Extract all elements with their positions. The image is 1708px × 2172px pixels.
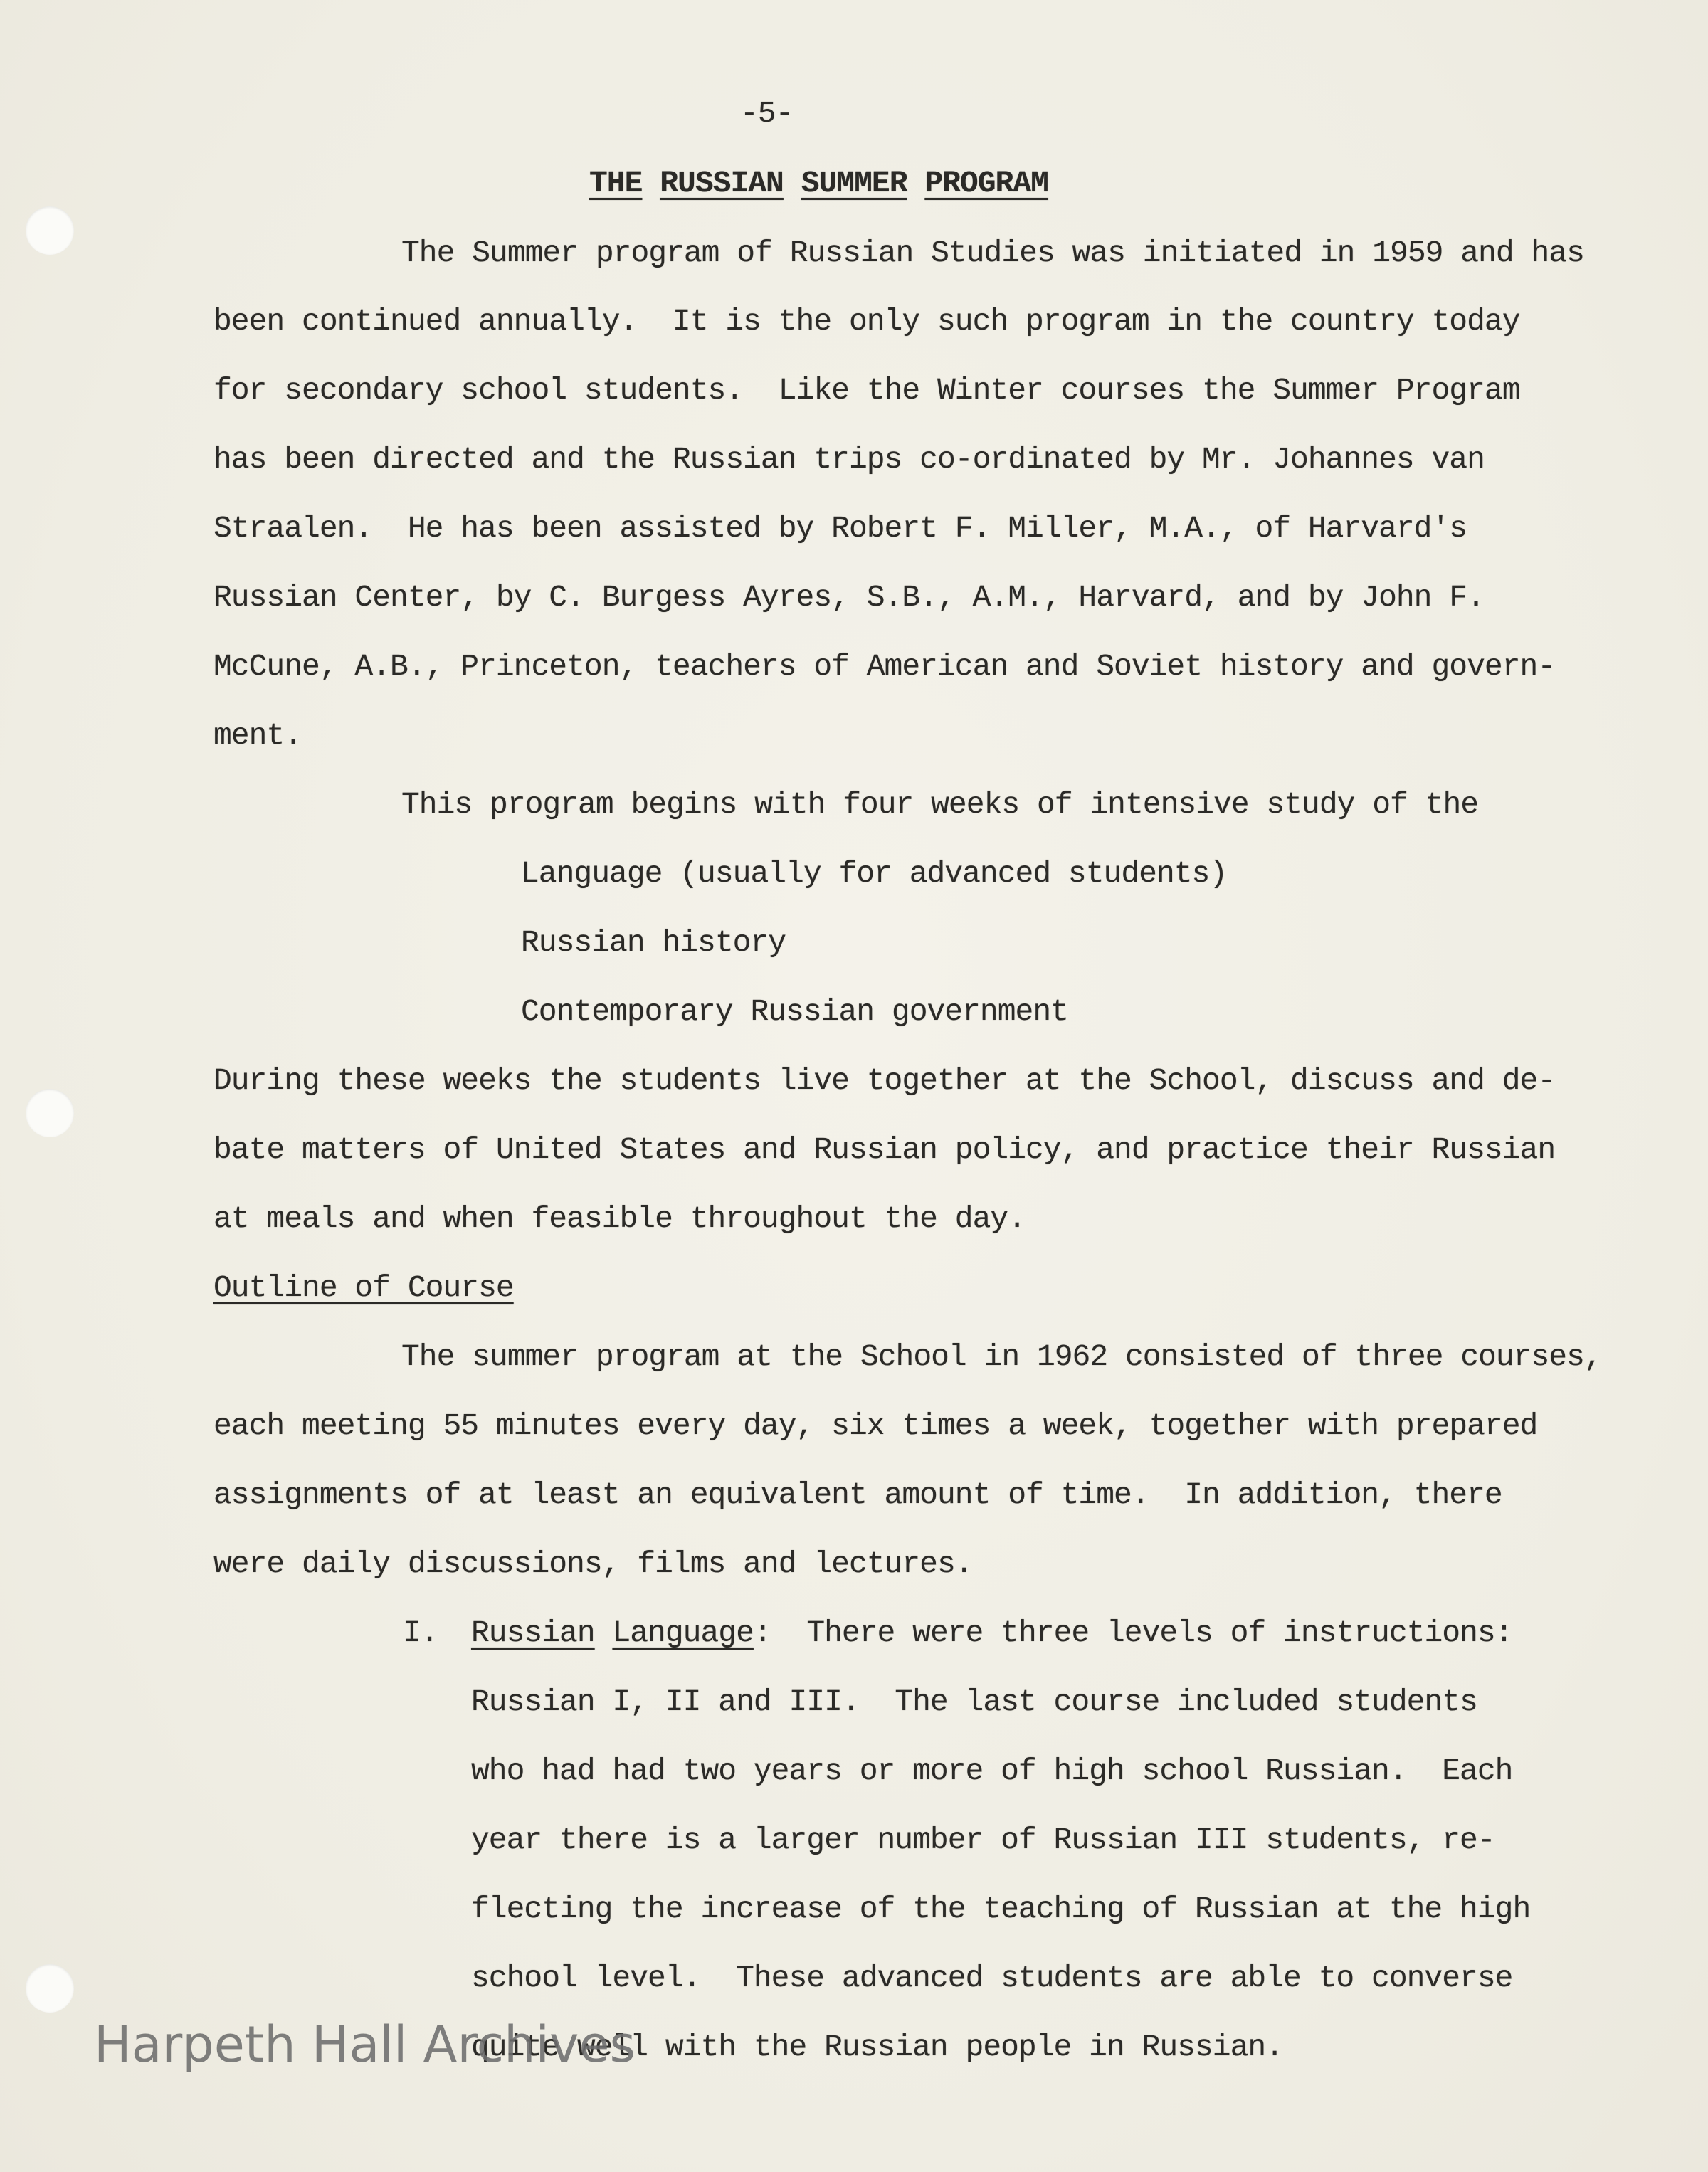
section-line: quite well with the Russian people in Russian. [471,2030,1283,2065]
section-line: flecting the increase of the teaching of Russian at the high [471,1892,1531,1926]
section-heading-word: Russian [471,1615,595,1650]
section-heading-word: Language [612,1615,754,1650]
paragraph-line: for secondary school students. Like the Winter courses the Summer Program [214,373,1520,408]
section-first-line-text: There were three levels of instructions: [806,1615,1513,1650]
section-numeral: I. [403,1615,438,1650]
paragraph-line: been continued annually. It is the only such program in the country today [214,304,1520,339]
section-line: who had had two years or more of high school Russian. Each [471,1754,1513,1788]
paragraph-line: During these weeks the students live together at the School, discuss and de- [214,1063,1556,1098]
title-word: RUSSIAN [660,166,784,201]
paragraph-line: ment. [214,718,302,753]
punch-hole [26,1964,74,2013]
outline-heading: Outline of Course [214,1270,514,1305]
paragraph-line: This program begins with four weeks of intensive study of the [401,787,1479,822]
punch-hole [26,206,74,255]
page-title [589,168,1048,199]
section-heading-line [471,1615,1513,1650]
page-number: -5- [740,96,794,131]
title-word: THE [589,166,643,201]
title-word: SUMMER [801,166,907,201]
list-item: Russian history [521,925,786,960]
section-line: year there is a larger number of Russian III students, re- [471,1823,1495,1857]
paragraph-line: Straalen. He has been assisted by Robert F. Miller, M.A., of Harvard's [214,511,1467,546]
paragraph-line: has been directed and the Russian trips co-ordinated by Mr. Johannes van [214,442,1485,477]
section-line: school level. These advanced students are able to converse [471,1961,1513,1996]
paragraph-line: Russian Center, by C. Burgess Ayres, S.B., A.M., Harvard, and by John F. [214,580,1485,615]
paragraph-line: at meals and when feasible throughout the day. [214,1201,1026,1236]
section-heading [214,1272,514,1303]
section-heading-colon: : [753,1615,771,1650]
paragraph-line: The summer program at the School in 1962 consisted of three courses, [401,1339,1602,1374]
list-item: Language (usually for advanced students) [521,856,1228,891]
paragraph-line: were daily discussions, films and lectures. [214,1546,973,1581]
section-line: Russian I, II and III. The last course included students [471,1685,1477,1719]
paragraph-line: McCune, A.B., Princeton, teachers of American and Soviet history and govern- [214,649,1556,684]
paragraph-line: each meeting 55 minutes every day, six times a week, together with prepared [214,1408,1538,1443]
list-item: Contemporary Russian government [521,994,1068,1029]
archive-watermark: Harpeth Hall Archives [94,2015,636,2074]
paragraph-line: The Summer program of Russian Studies was initiated in 1959 and has [401,236,1584,270]
paragraph-line: assignments of at least an equivalent amount of time. In addition, there [214,1477,1502,1512]
paragraph-line: bate matters of United States and Russian policy, and practice their Russian [214,1132,1556,1167]
punch-hole [26,1089,74,1137]
title-word: PROGRAM [924,166,1048,201]
